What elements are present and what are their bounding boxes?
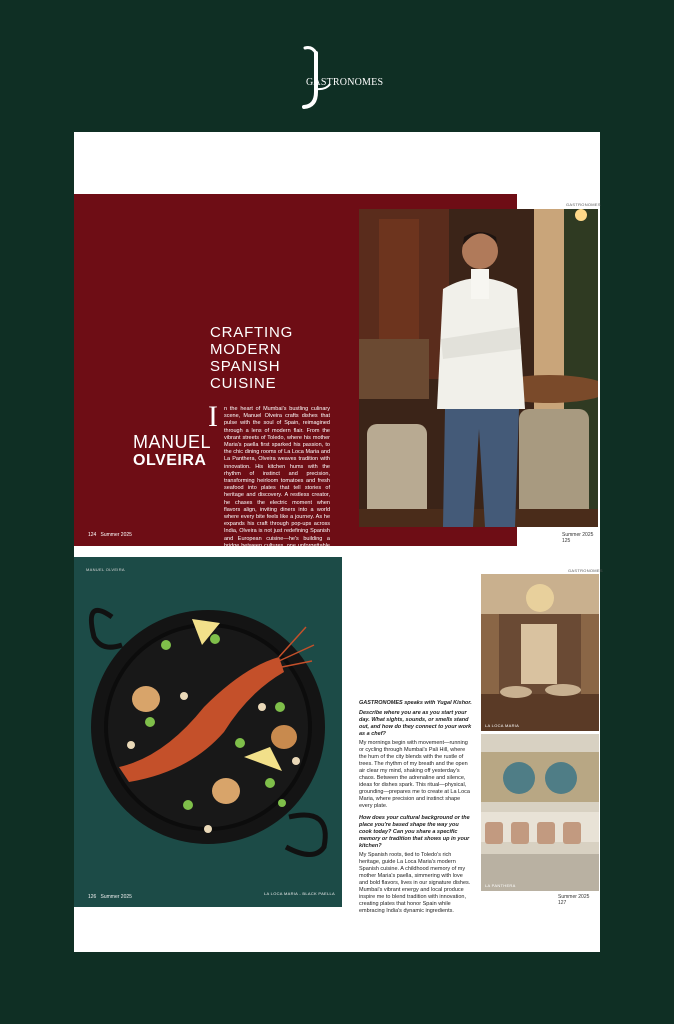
running-header: GASTRONOMES [566,202,601,207]
interview-answer: My Spanish roots, tied to Toledo's rich heritage, guide La Loca Maria's modern Spanish cuisine. A childhood memory of my mother Maria's paella, simmering with love and bold flavors, lives in our signature dishes. Mumbai's vibrant energy and local produce inspire me to blend tradition with innovation, creating plates that honor Spain while embracing India's dynamic ingredients. [359,852,471,914]
running-header: GASTRONOMES [568,568,603,573]
photo-caption: LA PANTHERA [485,883,516,888]
photo-caption: LA LOCA MARIA [485,723,520,728]
title-line: SPANISH [210,358,281,375]
la-loca-maria-photo [481,574,599,731]
title-line: CUISINE [210,375,277,392]
interview-question: How does your cultural background or the place you're based shape the way you cook today? Can you share a specific memory or tradition that shows up in your kitchen? [359,815,470,849]
page-number-left [88,894,132,900]
issue-label: Summer 2025 [100,894,132,900]
article-title [210,324,293,392]
page-number-left [88,532,132,538]
page-number: 127 [558,900,567,906]
page-number: 126 [88,894,97,900]
spread-top [74,194,601,557]
page-number: 124 [88,532,97,538]
interview-lead: GASTRONOMES speaks with Yugal Kishor. [359,700,472,706]
chef-last-name: OLVEIRA [133,452,207,469]
black-paella-photo [74,557,342,907]
page-number-right [558,894,600,906]
running-header: MANUEL OLVEIRA [86,567,125,572]
interview-question: Describe where you are as you start your day. What sights, sounds, or smells stand out, and how do they connect to your work as a chef? [359,710,472,737]
chef-first-name: MANUEL [133,432,212,452]
paella-page [74,557,342,907]
gastronomes-logo [300,44,384,110]
page-number: 125 [562,538,571,544]
la-panthera-photo [481,734,599,891]
drop-cap: I [208,400,218,433]
issue-label: Summer 2025 [100,532,132,538]
magazine-sheet [74,132,603,952]
spread-bottom [74,557,603,914]
title-line: MODERN [210,341,282,358]
interview-column [359,700,473,920]
title-line: CRAFTING [210,324,294,341]
page-number-right [562,532,600,544]
photo-caption: LA LOCA MARIA - BLACK PAELLA [264,891,336,896]
brand-name: GASTRONOMES [306,77,384,88]
article-body: n the heart of Mumbai's bustling culinary scene, Manuel Olveira crafts dishes that pulse with the soul of Spain, reimagined through a lens of modern flair. From the vibrant streets of Toledo, where his mother Maria's paella first sparked his passion, to the chic dining rooms of La Loca Maria and La Panthera, Olveira weaves tradition with innovation. His kitchen hums with the rhythm of instinct and precision, transforming heirloom tomatoes and fresh seafood into plates that tell stories of heritage and discovery. A restless creator, he chases the electric moment when flavors align, inviting diners into a world where every bite feels like a journey. As he expands his craft through pop-ups across India, Olveira is not just redefining Spanish and European cuisine—he's building a bridge between cultures, one unforgettable dish at a time. [224,406,330,557]
chef-portrait-photo [359,209,598,527]
issue-label: Summer 2025 [558,894,590,900]
issue-label: Summer 2025 [562,532,594,538]
interview-answer: My mornings begin with movement—running or cycling through Mumbai's Pali Hill, where the hum of the city blends with the rustle of trees. The rhythm of my breath and the open air clear my mind, shaking off yesterday's chaos. Between the adrenaline and silence, ideas for dishes spark. This ritual—physical, grounding—prepares me to create at La Loca Maria, where precision and instinct shape every plate. [359,740,470,809]
